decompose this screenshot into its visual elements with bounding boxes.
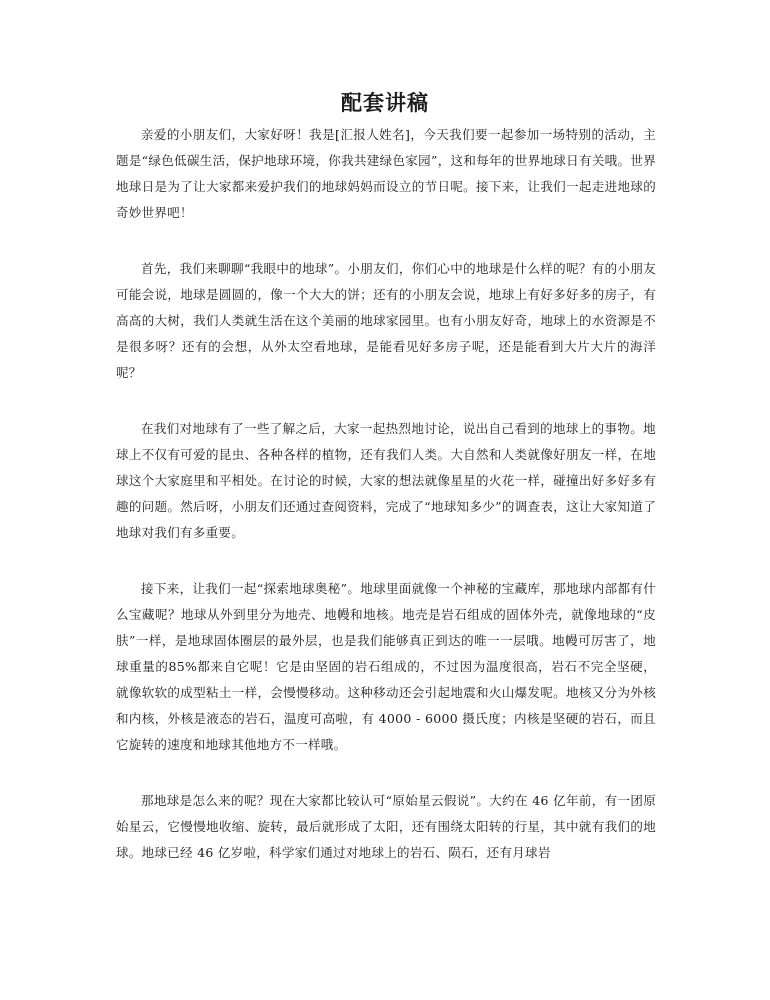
paragraph-my-earth: 首先，我们来聊聊“我眼中的地球”。小朋友们，你们心中的地球是什么样的呢？有的小朋友可能会说，地球是圆圆的，像一个大大的饼；还有的小朋友会说，地球上有好多好多的房子，有高高的大树，我们人类就生活在这个美丽的地球家园里。也有小朋友好奇，地球上的水资源是不是很多呀？还有的会想，从外太空看地球，是能看见好多房子呢，还是能看到大片大片的海洋呢？ xyxy=(116,261,656,380)
paragraph-earth-origin: 那地球是怎么来的呢？现在大家都比较认可“原始星云假说”。大约在 46 亿年前，有一团原始星云，它慢慢地收缩、旋转，最后就形成了太阳，还有围绕太阳转的行星，其中就有我们的地球。地球已经 46 亿岁啦，科学家们通过对地球上的岩石、陨石，还有月球岩 xyxy=(116,793,656,860)
paragraph-earth-structure: 接下来，让我们一起“探索地球奥秘”。地球里面就像一个神秘的宝藏库，那地球内部都有什么宝藏呢？地球从外到里分为地壳、地幔和地核。地壳是岩石组成的固体外壳，就像地球的“皮肤”一样，是地球固体圈层的最外层，也是我们能够真正到达的唯一一层哦。地幔可厉害了，地球重量的85%都来自它呢！它是由坚固的岩石组成的，不过因为温度很高，岩石不完全坚硬，就像软软的成型粘土一样，会慢慢移动。这种移动还会引起地震和火山爆发呢。地核又分为外核和内核，外核是液态的岩石，温度可高啦，有 4000 - 6000 摄氏度；内核是坚硬的岩石，而且它旋转的速度和地球其他地方不一样哦。 xyxy=(116,581,656,752)
paragraph-discussion: 在我们对地球有了一些了解之后，大家一起热烈地讨论，说出自己看到的地球上的事物。地球上不仅有可爱的昆虫、各种各样的植物，还有我们人类。大自然和人类就像好朋友一样，在地球这个大家庭里和平相处。在讨论的时候，大家的想法就像星星的火花一样，碰撞出好多好多有趣的问题。然后呀，小朋友们还通过查阅资料，完成了“地球知多少”的调查表，这让大家知道了地球对我们有多重要。 xyxy=(116,421,656,540)
page-title: 配套讲稿 xyxy=(341,90,429,115)
paragraph-intro: 亲爱的小朋友们，大家好呀！我是[汇报人姓名]，今天我们要一起参加一场特别的活动，主题是“绿色低碳生活，保护地球环境，你我共建绿色家园”，这和每年的世界地球日有关哦。世界地球日是为了让大家都来爱护我们的地球妈妈而设立的节日呢。接下来，让我们一起走进地球的奇妙世界吧！ xyxy=(116,127,656,220)
document-body xyxy=(116,122,656,896)
